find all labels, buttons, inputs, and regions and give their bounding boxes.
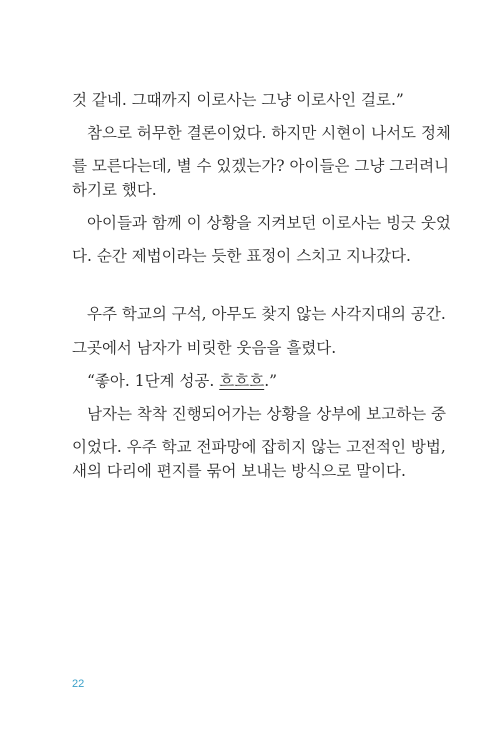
text-line: 참으로 허무한 결론이었다. 하지만 시현이 나서도 정체	[87, 124, 451, 142]
text-line: 아이들과 함께 이 상황을 지켜보던 이로사는 빙긋 웃었	[87, 214, 451, 232]
text-line: 하기로 했다.	[72, 181, 157, 199]
text-line: 우주 학교의 구석, 아무도 찾지 않는 사각지대의 공간.	[87, 305, 446, 323]
dialogue-end: .”	[264, 372, 278, 390]
text-line: 남자는 착착 진행되어가는 상황을 상부에 보고하는 중	[87, 405, 446, 423]
dialogue-text: “좋아. 1단계 성공.	[87, 372, 220, 390]
underlined-laugh: 흐흐흐	[219, 372, 265, 390]
page-number: 22	[72, 678, 85, 690]
text-line: 새의 다리에 편지를 묶어 보내는 방식으로 말이다.	[72, 462, 406, 480]
text-line: 그곳에서 남자가 비릿한 웃음을 흘렸다.	[72, 339, 337, 357]
text-line: 다. 순간 제법이라는 듯한 표정이 스치고 지나갔다.	[72, 247, 411, 265]
dialogue-line	[0, 371, 500, 391]
text-line: 이었다. 우주 학교 전파망에 잡히지 않는 고전적인 방법,	[72, 438, 446, 456]
text-line: 를 모른다는데, 별 수 있겠는가? 아이들은 그냥 그러려니	[72, 157, 450, 175]
text-line: 것 같네. 그때까지 이로사는 그냥 이로사인 걸로.”	[72, 91, 404, 109]
